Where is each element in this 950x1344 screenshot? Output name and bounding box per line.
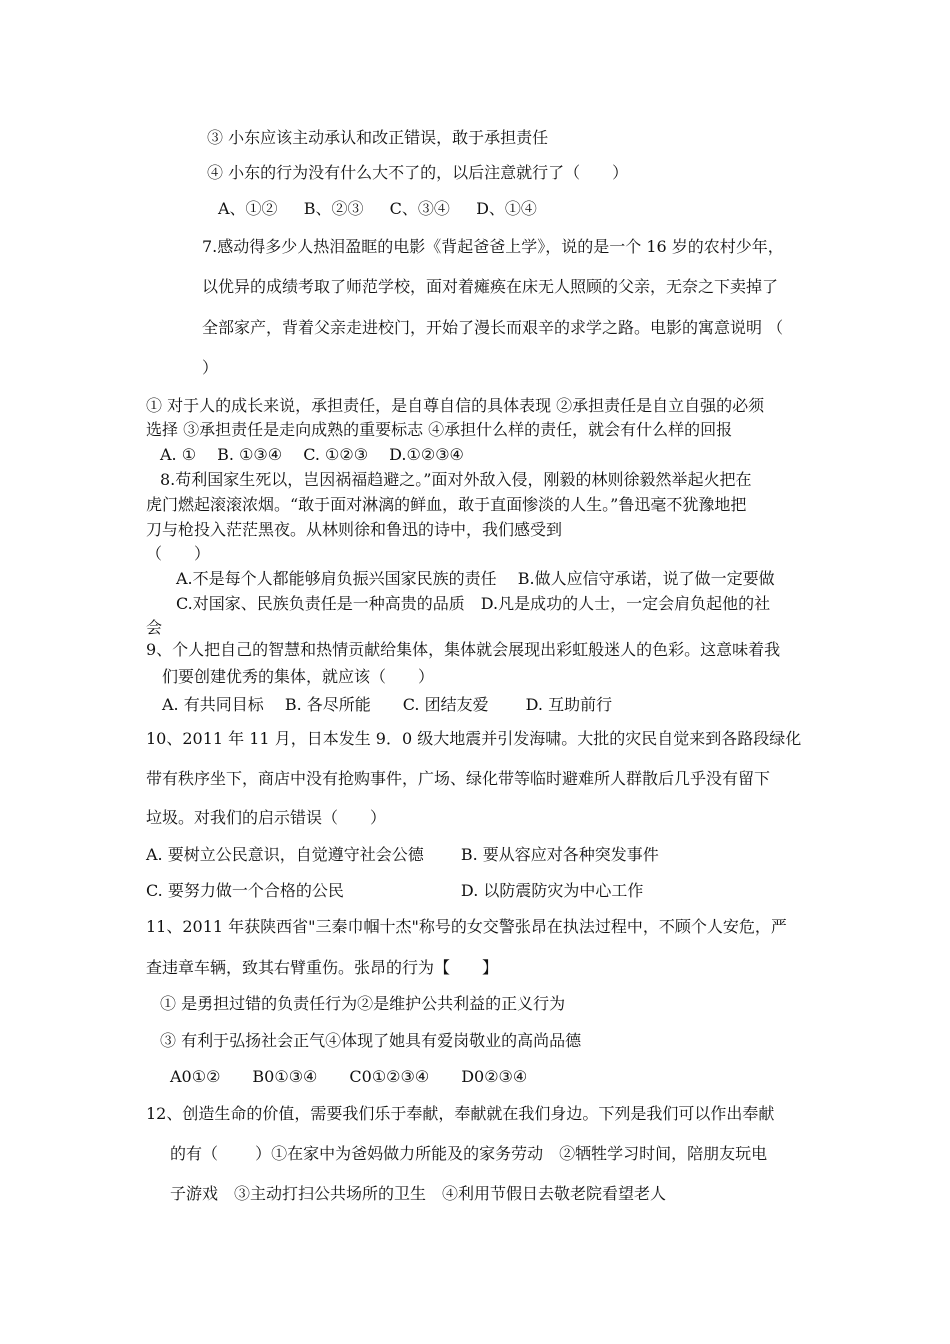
question-9-line-2: 们要创建优秀的集体，就应该（ ） [162,667,435,686]
question-7-statements-2: 选择 ③承担责任是走向成熟的重要标志 ④承担什么样的责任，就会有什么样的回报 [146,420,733,439]
answer-choices-q10-2: C. 要努力做一个合格的公民 D. 以防震防灾为中心工作 [146,881,644,900]
answer-choices-q9: A. 有共同目标 B. 各尽所能 C. 团结友爱 D. 互助前行 [162,695,613,714]
answer-choices-q7: A. ① B. ①③④ C. ①②③ D.①②③④ [160,445,464,464]
question-12-line-2: 的有（ ）①在家中为爸妈做力所能及的家务劳动 ②牺牲学习时间，陪朋友玩电 [170,1144,768,1163]
question-7-line-1: 7.感动得多少人热泪盈眶的电影《背起爸爸上学》，说的是一个 16 岁的农村少年， [202,237,784,256]
question-12-line-1: 12、创造生命的价值，需要我们乐于奉献，奉献就在我们身边。下列是我们可以作出奉献 [146,1104,775,1123]
question-7-line-2: 以优异的成绩考取了师范学校，面对着瘫痪在床无人照顾的父亲，无奈之下卖掉了 [202,277,779,296]
question-11-statements-2: ③ 有利于弘扬社会正气④体现了她具有爱岗敬业的高尚品德 [160,1031,582,1050]
answer-choices-q8-2: C.对国家、民族负责任是一种高贵的品质 D.凡是成功的人士，一定会肩负起他的社 [176,594,771,613]
option-line-3: ③ 小东应该主动承认和改正错误，敢于承担责任 [207,128,549,147]
answer-choices-q11: A0①② B0①③④ C0①②③④ D0②③④ [170,1067,528,1086]
question-11-line-2: 查违章车辆，致其右臂重伤。张昂的行为【 】 [146,958,499,977]
question-8-line-2: 虎门燃起滚滚浓烟。“敢于面对淋漓的鲜血，敢于直面惨淡的人生。”鲁迅毫不犹豫地把 [146,495,747,514]
question-8-bracket: （ ） [146,544,211,563]
answer-choices-q8-1: A.不是每个人都能够肩负振兴国家民族的责任 B.做人应信守承诺，说了做一定要做 [176,569,775,588]
question-12-line-3: 子游戏 ③主动打扫公共场所的卫生 ④利用节假日去敬老院看望老人 [170,1184,667,1203]
option-line-4: ④ 小东的行为没有什么大不了的，以后注意就行了（ ） [207,163,629,182]
question-7-line-3: 全部家产，背着父亲走进校门，开始了漫长而艰辛的求学之路。电影的寓意说明 （ [202,318,784,337]
question-8-line-3: 刀与枪投入茫茫黑夜。从林则徐和鲁迅的诗中，我们感受到 [146,520,563,539]
question-11-statements-1: ① 是勇担过错的负责任行为②是维护公共利益的正义行为 [160,994,566,1013]
answer-choices-q8-3: 会 [146,618,163,637]
question-11-line-1: 11、2011 年获陕西省"三秦巾帼十杰"称号的女交警张昂在执法过程中，不顾个人安危，严 [146,917,787,936]
question-10-line-3: 垃圾。对我们的启示错误（ ） [146,808,387,827]
answer-choices-q6: A、①② B、②③ C、③④ D、①④ [218,199,537,218]
answer-choices-q10-1: A. 要树立公民意识，自觉遵守社会公德 B. 要从容应对各种突发事件 [146,845,659,864]
question-7-line-4: ） [202,358,219,377]
question-9-line-1: 9、个人把自己的智慧和热情贡献给集体，集体就会展现出彩虹般迷人的色彩。这意味着我 [146,640,781,659]
question-7-statements-1: ① 对于人的成长来说，承担责任，是自尊自信的具体表现 ②承担责任是自立自强的必须 [146,396,765,415]
question-10-line-1: 10、2011 年 11 月，日本发生 9．0 级大地震并引发海啸。大批的灾民自觉来到各路段绿化 [146,729,802,748]
question-8-line-1: 8.苟利国家生死以，岂因祸福趋避之。”面对外敌入侵，刚毅的林则徐毅然举起火把在 [160,470,752,489]
question-10-line-2: 带有秩序坐下，商店中没有抢购事件，广场、绿化带等临时避难所人群散后几乎没有留下 [146,769,771,788]
